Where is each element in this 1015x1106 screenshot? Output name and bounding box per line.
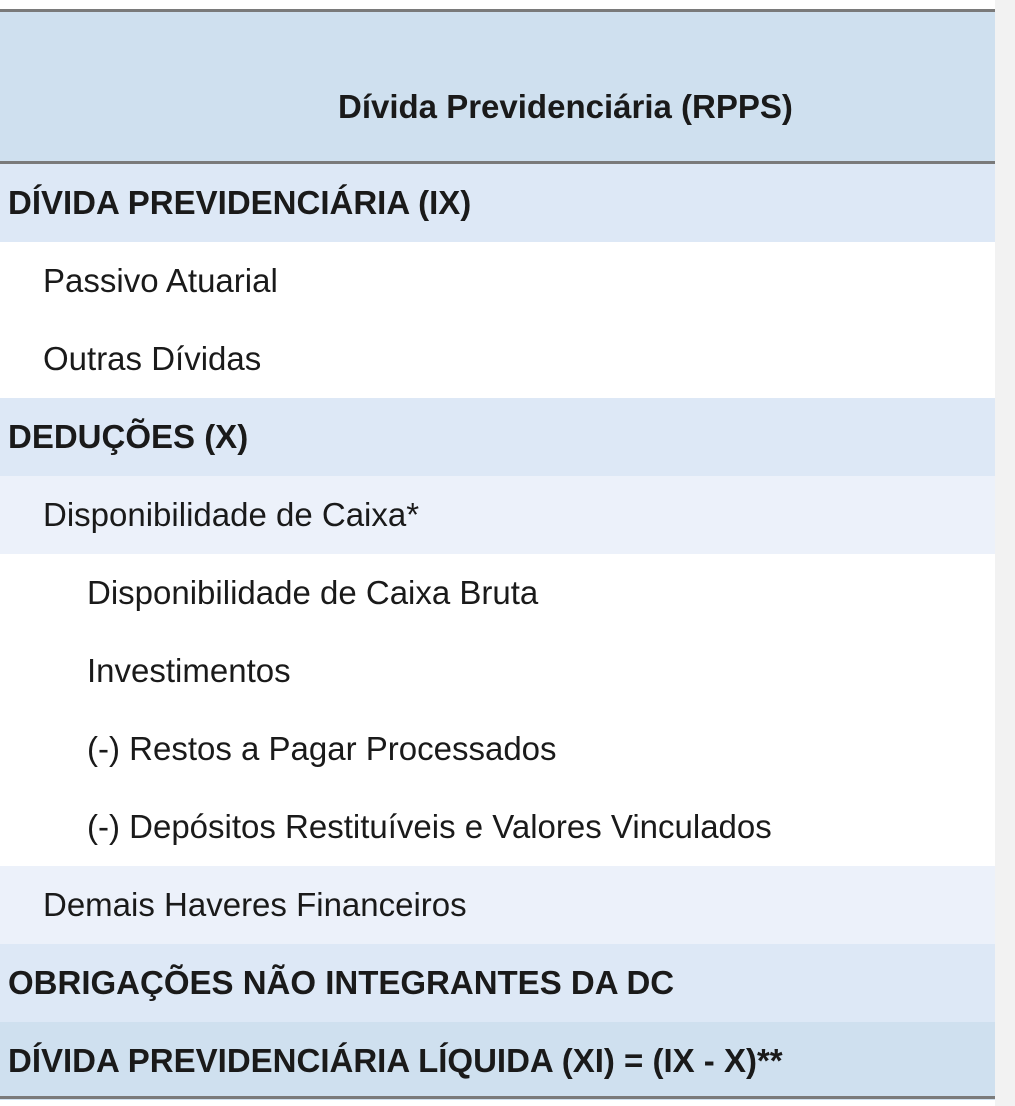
row-label: Passivo Atuarial [43,262,278,299]
row-label: Outras Dívidas [43,340,262,377]
row-label: DÍVIDA PREVIDENCIÁRIA LÍQUIDA (XI) = (IX - X)** [8,1042,783,1079]
row-label: Demais Haveres Financeiros [43,886,467,923]
row-restos-a-pagar [0,710,995,788]
row-disponibilidade-caixa [0,476,995,554]
header-title: Dívida Previdenciária (RPPS) [338,88,793,125]
row-label: Investimentos [87,652,291,689]
row-label: (-) Restos a Pagar Processados [87,730,557,767]
row-demais-haveres [0,866,995,944]
row-label: OBRIGAÇÕES NÃO INTEGRANTES DA DC [8,964,675,1001]
row-divida-previdenciaria [0,164,995,242]
row-deducoes [0,398,995,476]
row-label: Disponibilidade de Caixa Bruta [87,574,539,611]
bottom-rule [0,1096,995,1099]
row-label: DEDUÇÕES (X) [8,418,249,455]
table-body [0,164,995,1100]
row-investimentos [0,632,995,710]
row-disponibilidade-caixa-bruta [0,554,995,632]
row-depositos-restituiveis [0,788,995,866]
row-outras-dividas [0,320,995,398]
row-label: DÍVIDA PREVIDENCIÁRIA (IX) [8,184,472,221]
row-obrigacoes-nao-integrantes [0,944,995,1022]
row-label: (-) Depósitos Restituíveis e Valores Vinculados [87,808,772,845]
table-header [0,12,995,162]
row-divida-liquida [0,1022,995,1100]
scroll-gutter [995,0,1015,1106]
row-passivo-atuarial [0,242,995,320]
row-label: Disponibilidade de Caixa* [43,496,420,533]
